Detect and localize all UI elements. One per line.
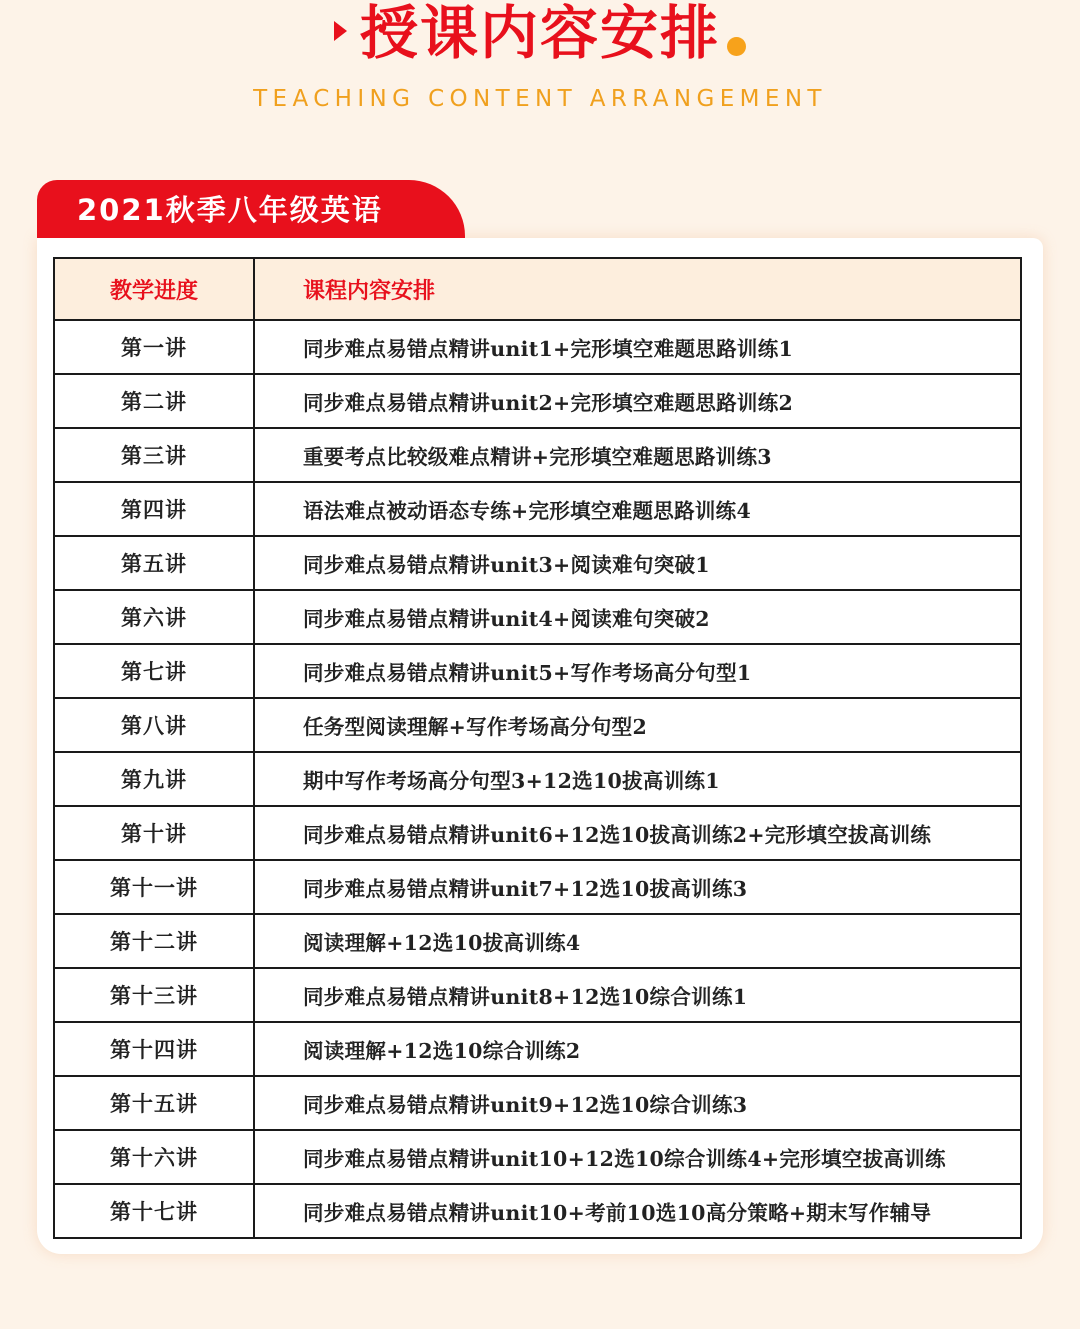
table-header-row xyxy=(54,258,1021,320)
content-cell: 同步难点易错点精讲unit1+完形填空难题思路训练1 xyxy=(254,320,1021,374)
content-cell: 同步难点易错点精讲unit7+12选10拔高训练3 xyxy=(254,860,1021,914)
content-cell: 期中写作考场高分句型3+12选10拔高训练1 xyxy=(254,752,1021,806)
content-cell: 阅读理解+12选10综合训练2 xyxy=(254,1022,1021,1076)
page-title: 授课内容安排 xyxy=(359,0,720,67)
page-header xyxy=(0,0,1080,130)
table-row xyxy=(54,320,1021,374)
content-cell: 语法难点被动语态专练+完形填空难题思路训练4 xyxy=(254,482,1021,536)
lecture-cell: 第一讲 xyxy=(54,320,254,374)
content-cell: 任务型阅读理解+写作考场高分句型2 xyxy=(254,698,1021,752)
column-header-content: 课程内容安排 xyxy=(254,258,1021,320)
lecture-cell: 第十五讲 xyxy=(54,1076,254,1130)
lecture-cell: 第十三讲 xyxy=(54,968,254,1022)
table-header xyxy=(54,258,1021,320)
lecture-cell: 第十一讲 xyxy=(54,860,254,914)
content-cell: 同步难点易错点精讲unit4+阅读难句突破2 xyxy=(254,590,1021,644)
table-row xyxy=(54,806,1021,860)
table-row xyxy=(54,428,1021,482)
course-tab-label: 2021秋季八年级英语 xyxy=(37,180,465,238)
lecture-cell: 第十七讲 xyxy=(54,1184,254,1238)
table-row xyxy=(54,968,1021,1022)
content-cell: 同步难点易错点精讲unit5+写作考场高分句型1 xyxy=(254,644,1021,698)
dot-icon xyxy=(727,37,746,56)
content-cell: 同步难点易错点精讲unit2+完形填空难题思路训练2 xyxy=(254,374,1021,428)
column-header-progress: 教学进度 xyxy=(54,258,254,320)
table-row xyxy=(54,1130,1021,1184)
content-cell: 同步难点易错点精讲unit10+考前10选10高分策略+期末写作辅导 xyxy=(254,1184,1021,1238)
content-cell: 同步难点易错点精讲unit3+阅读难句突破1 xyxy=(254,536,1021,590)
table-row xyxy=(54,590,1021,644)
content-cell: 同步难点易错点精讲unit9+12选10综合训练3 xyxy=(254,1076,1021,1130)
page-subtitle: TEACHING CONTENT ARRANGEMENT xyxy=(253,86,827,112)
table-row xyxy=(54,860,1021,914)
table-row xyxy=(54,1022,1021,1076)
triangle-bullet-icon xyxy=(334,21,347,41)
lecture-cell: 第十六讲 xyxy=(54,1130,254,1184)
lecture-cell: 第七讲 xyxy=(54,644,254,698)
page-title-block xyxy=(334,0,746,66)
title-wrap xyxy=(0,0,1080,66)
table-row xyxy=(54,644,1021,698)
table-row xyxy=(54,752,1021,806)
content-cell: 同步难点易错点精讲unit10+12选10综合训练4+完形填空拔高训练 xyxy=(254,1130,1021,1184)
lecture-cell: 第五讲 xyxy=(54,536,254,590)
lecture-cell: 第三讲 xyxy=(54,428,254,482)
content-cell: 阅读理解+12选10拔高训练4 xyxy=(254,914,1021,968)
lecture-cell: 第八讲 xyxy=(54,698,254,752)
content-cell: 重要考点比较级难点精讲+完形填空难题思路训练3 xyxy=(254,428,1021,482)
content-cell: 同步难点易错点精讲unit6+12选10拔高训练2+完形填空拔高训练 xyxy=(254,806,1021,860)
table-row xyxy=(54,536,1021,590)
table-row xyxy=(54,482,1021,536)
table-row xyxy=(54,374,1021,428)
lecture-cell: 第十四讲 xyxy=(54,1022,254,1076)
table-row xyxy=(54,914,1021,968)
lecture-cell: 第九讲 xyxy=(54,752,254,806)
lecture-cell: 第四讲 xyxy=(54,482,254,536)
lecture-cell: 第六讲 xyxy=(54,590,254,644)
table-row xyxy=(54,1184,1021,1238)
lecture-cell: 第二讲 xyxy=(54,374,254,428)
table-row xyxy=(54,698,1021,752)
content-cell: 同步难点易错点精讲unit8+12选10综合训练1 xyxy=(254,968,1021,1022)
table-row xyxy=(54,1076,1021,1130)
lecture-cell: 第十讲 xyxy=(54,806,254,860)
lecture-cell: 第十二讲 xyxy=(54,914,254,968)
table-body xyxy=(54,320,1021,1238)
schedule-table xyxy=(53,257,1022,1239)
